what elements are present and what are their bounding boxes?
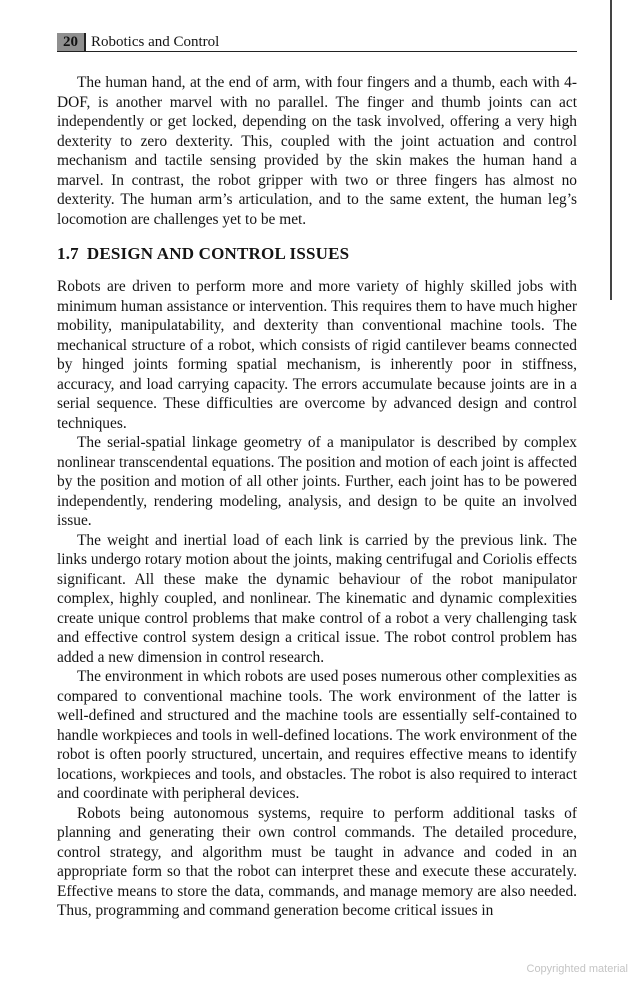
page-number: 20	[57, 33, 86, 52]
body-paragraph: The serial-spatial linkage geometry of a manipulator is described by complex nonlinear transcendental equations. The position and motion of each joint is affected by the position and motion of all other joints. Further, each joint has to be powered independently, rendering modeling, analysis, and design to be quite an involved issue.	[57, 434, 577, 529]
header-rule	[57, 51, 577, 52]
body-paragraph: Robots being autonomous systems, require to perform additional tasks of planning and generating their own control commands. The detailed procedure, control strategy, and algorithm must be taught in advance and coded in an appropriate form so that the robot can interpret these and execute these accurately. Effective means to store the data, commands, and manage memory are also needed. Thus, programming and command generation become critical issues in	[57, 804, 577, 919]
section-body	[57, 277, 577, 921]
section-number: 1.7	[57, 244, 79, 263]
body-paragraph: The environment in which robots are used poses numerous other complexities as compared to conventional machine tools. The work environment of the latter is well-defined and structured and the machine tools are essentially self-contained to handle workpieces and tools in well-defined locations. The work environment of the robot is often poorly structured, uncertain, and requires effective means to identify locations, workpieces and tools, and obstacles. The robot is also required to interact and coordinate with peripheral devices.	[57, 668, 577, 802]
section-heading	[57, 244, 349, 264]
running-head: Robotics and Control	[91, 34, 220, 50]
intro-text-block	[57, 73, 577, 229]
copyright-watermark: Copyrighted material	[526, 963, 628, 975]
body-paragraph: Robots are driven to perform more and more variety of highly skilled jobs with minimum human assistance or intervention. This requires them to have much higher mobility, manipulatability, and dexterity than conventional machine tools. The mechanical structure of a robot, which consists of rigid cantilever beams connected by hinged joints forming spatial mechanism, is inherently poor in stiffness, accuracy, and load carrying capacity. The errors accumulate because joints are in a serial sequence. These difficulties are overcome by advanced design and control techniques.	[57, 278, 577, 432]
page-header	[57, 30, 577, 54]
intro-paragraph: The human hand, at the end of arm, with four fingers and a thumb, each with 4-DOF, is another marvel with no parallel. The finger and thumb joints can act independently or get locked, depending on the task involved, offering a very high dexterity to zero dexterity. This, coupled with the joint actuation and control mechanism and tactile sensing provided by the skin makes the human hand a marvel. In contrast, the robot gripper with two or three fingers has almost no dexterity. The human arm’s articulation, and to the same extent, the human leg’s locomotion are challenges yet to be met.	[57, 74, 577, 228]
page-edge-line	[610, 0, 612, 300]
section-title: DESIGN AND CONTROL ISSUES	[86, 244, 350, 263]
body-paragraph: The weight and inertial load of each link is carried by the previous link. The links undergo rotary motion about the joints, making centrifugal and Coriolis effects significant. All these make the dynamic behaviour of the robot manipulator complex, highly coupled, and nonlinear. The kinematic and dynamic complexities create unique control problems that make control of a robot a very challenging task and effective control system design a critical issue. The robot control problem has added a new dimension in control research.	[57, 531, 577, 666]
